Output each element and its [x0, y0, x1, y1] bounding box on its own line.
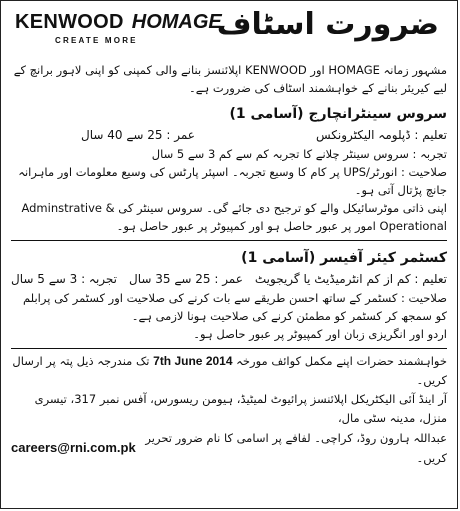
- deadline-text-a: خواہشمند حضرات اپنے مکمل کوائف مورخہ: [236, 354, 447, 368]
- job2-skill1: صلاحیت : کسٹمر کے ساتھ احسن طریقے سے بات کرنے کی صلاحیت اور کسٹمر کی پرابلم کو سمجھ کر کسٹمر کو مطمئن کرنے کی صلاحیت ہونا لازمی ہے۔: [23, 291, 447, 323]
- intro-paragraph: مشہور زمانہ HOMAGE اور KENWOOD اپلائنسز بنانے والی کمپنی کو اپنی لاہور برانچ کے لیے کیریئر بنانے کے خواہشمند اسٹاف کی ضرورت ہے۔: [13, 63, 447, 95]
- job1-skill1: صلاحیت : انورٹر/UPS پر کام کا وسیع تجربہ۔ اسپئر پارٹس کی وسیع معلومات اور ماہرانہ جانچ پڑتال آتی ہو۔: [18, 165, 447, 197]
- ad-headline: ضرورت اسٹاف: [216, 7, 439, 42]
- job1-title: سروس سینٹرانچارج (آسامی 1): [229, 106, 447, 122]
- job1-education-age-row: [11, 125, 447, 145]
- deadline-line: [11, 352, 447, 390]
- email-label[interactable]: careers@rni.com.pk: [11, 440, 136, 455]
- job1-experience: تجربہ : سروس سینٹر چلانے کا تجربہ کم سے کم 3 سے 5 سال: [151, 147, 447, 161]
- job2-skill2: اردو اور انگریزی زبان اور کمپیوٹر پر عبور حاصل ہو۔: [193, 327, 447, 341]
- job2-experience: تجربہ : 3 سے 5 سال: [11, 272, 117, 286]
- job-customer-care-officer: [11, 247, 447, 343]
- address-email-row: [11, 428, 447, 468]
- application-instructions: [11, 352, 447, 468]
- homage-logo-text: HOMAGE: [131, 11, 222, 33]
- job2-education: تعلیم : کم از کم انٹرمیڈیٹ یا گریجویٹ: [254, 272, 447, 286]
- job1-skill2: اپنی ذاتی موٹرسائیکل والے کو ترجیح دی جائے گی۔ سروس سینٹر کی Adminstrative & Operational امور پر عبور حاصل ہو اور کمپیوٹر پر عبور حاصل ہو۔: [21, 201, 447, 233]
- contact-email[interactable]: [11, 438, 136, 458]
- job2-details-row: [11, 269, 447, 289]
- job2-title: کسٹمر کیئر آفیسر (آسامی 1): [241, 250, 447, 266]
- brand-tagline: CREATE MORE: [55, 36, 138, 45]
- footer-divider: [11, 348, 447, 349]
- kenwood-logo-text: KENWOOD: [15, 11, 124, 33]
- job2-age: عمر : 25 سے 35 سال: [128, 272, 243, 286]
- ad-header: [11, 7, 447, 59]
- company-address-line: آر اینڈ آئی الیکٹریکل اپلائنسز پرائیوٹ لمیٹیڈ، ہیومن ریسورس، آفس نمبر 317، تیسری منزل، مدینہ سٹی مال،: [34, 392, 447, 425]
- street-address: عبداللہ ہارون روڈ، کراچی۔ لفافے پر اسامی کا نام ضرور تحریر کریں۔: [145, 431, 447, 465]
- deadline-date: 7th June 2014: [153, 354, 233, 368]
- job1-education: تعلیم : ڈپلومہ الیکٹرونکس: [315, 128, 447, 142]
- job1-age: عمر : 25 سے 40 سال: [81, 128, 195, 142]
- deadline-text-b: تک مندرجہ ذیل پتہ پر ارسال کریں۔: [12, 354, 447, 387]
- brand-logo: [15, 11, 222, 45]
- job-service-center-incharge: [11, 103, 447, 235]
- section-divider: [11, 240, 447, 241]
